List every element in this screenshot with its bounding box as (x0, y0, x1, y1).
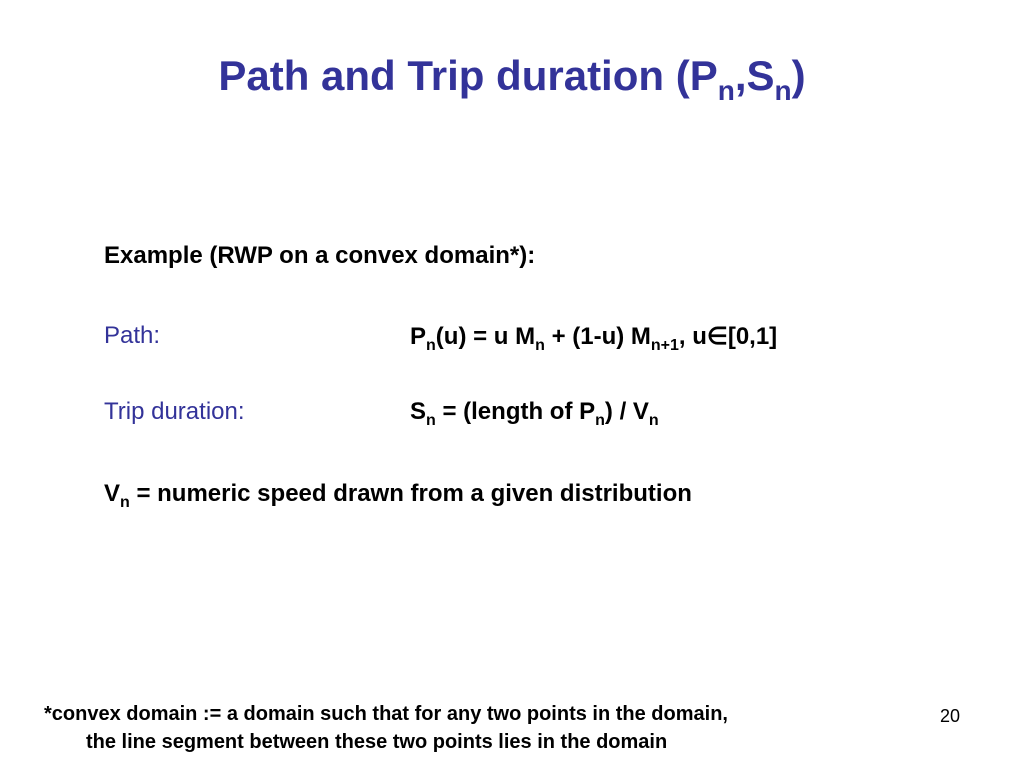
footnote-line-1: *convex domain := a domain such that for any two points in the domain, (44, 703, 728, 725)
speed-definition: $V_n$ = numeric speed drawn from a given distribution (104, 480, 692, 511)
page-number: 20 (940, 706, 961, 726)
footnote-line-2: the line segment between these two points lies in the domain (86, 731, 668, 753)
trip-duration-formula: $S_n$ = (length of $P_n) / V_n$ (410, 398, 659, 429)
trip-duration-label: Trip duration: (104, 398, 245, 425)
path-formula: $P_n(u) = u$ $M_n + (1-u)$ $M_{n+1}$, u∈[0,1] (410, 323, 778, 354)
footnote (44, 700, 728, 756)
path-label: Path: (104, 322, 161, 349)
example-heading: Example (RWP on a convex domain*): (104, 242, 536, 269)
slide-title: Path and Trip duration $(P_n,S_n)$ (218, 52, 806, 106)
